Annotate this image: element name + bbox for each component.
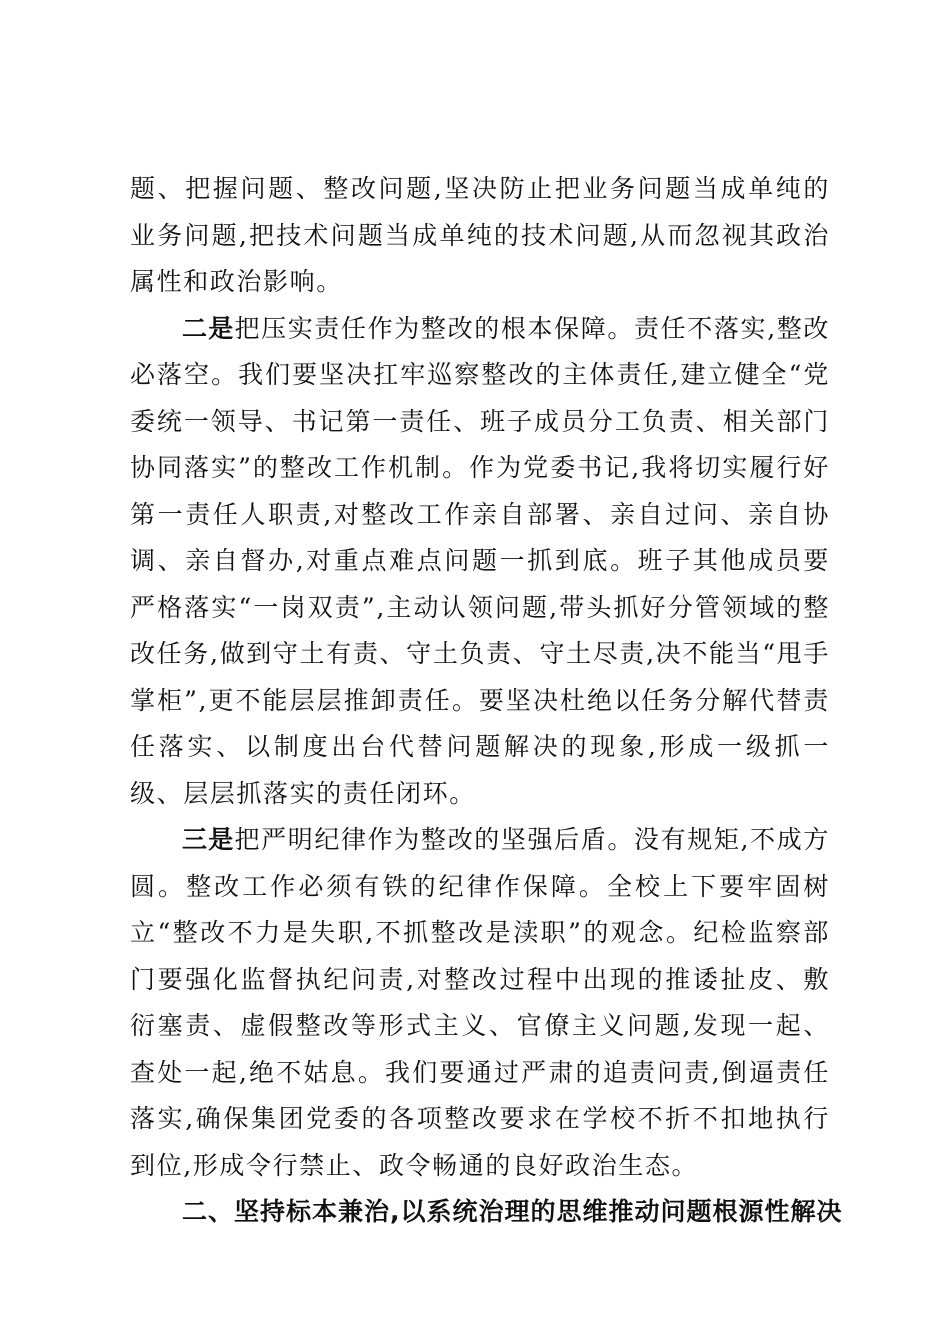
paragraph-third-point [130, 817, 830, 1189]
paragraph-lead: 二是 [182, 313, 235, 343]
paragraph-text: 题、把握问题、整改问题,坚决防止把业务问题当成单纯的业务问题,把技术问题当成单纯的技术问题,从而忽视其政治属性和政治影响。 [130, 174, 830, 296]
paragraph-continuation [130, 166, 830, 306]
paragraph-second-point [130, 306, 830, 818]
paragraph-text: 把严明纪律作为整改的坚强后盾。没有规矩,不成方圆。整改工作必须有铁的纪律作保障。全校上下要牢固树立“整改不力是失职,不抓整改是渎职”的观念。纪检监察部门要强化监督执纪问责,对整改过程中出现的推诿扯皮、敷衍塞责、虚假整改等形式主义、官僚主义问题,发现一起、查处一起,绝不姑息。我们要通过严肃的追责问责,倒逼责任落实,确保集团党委的各项整改要求在学校不折不扣地执行到位,形成令行禁止、政令畅通的良好政治生态。 [130, 825, 831, 1180]
paragraph-text: 把压实责任作为整改的根本保障。责任不落实,整改必落空。我们要坚决扛牢巡察整改的主体责任,建立健全“党委统一领导、书记第一责任、班子成员分工负责、相关部门协同落实”的整改工作机制。作为党委书记,我将切实履行好第一责任人职责,对整改工作亲自部署、亲自过问、亲自协调、亲自督办,对重点难点问题一抓到底。班子其他成员要严格落实“一岗双责”,主动认领问题,带头抓好分管领域的整改任务,做到守土有责、守土负责、守土尽责,决不能当“甩手掌柜”,更不能层层推卸责任。要坚决杜绝以任务分解代替责任落实、以制度出台代替问题解决的现象,形成一级抓一级、层层抓落实的责任闭环。 [130, 313, 831, 808]
paragraph-lead: 三是 [182, 825, 235, 854]
document-body [130, 166, 843, 1236]
section-heading: 二、坚持标本兼治,以系统治理的思维推动问题根源性解决 [182, 1197, 843, 1226]
